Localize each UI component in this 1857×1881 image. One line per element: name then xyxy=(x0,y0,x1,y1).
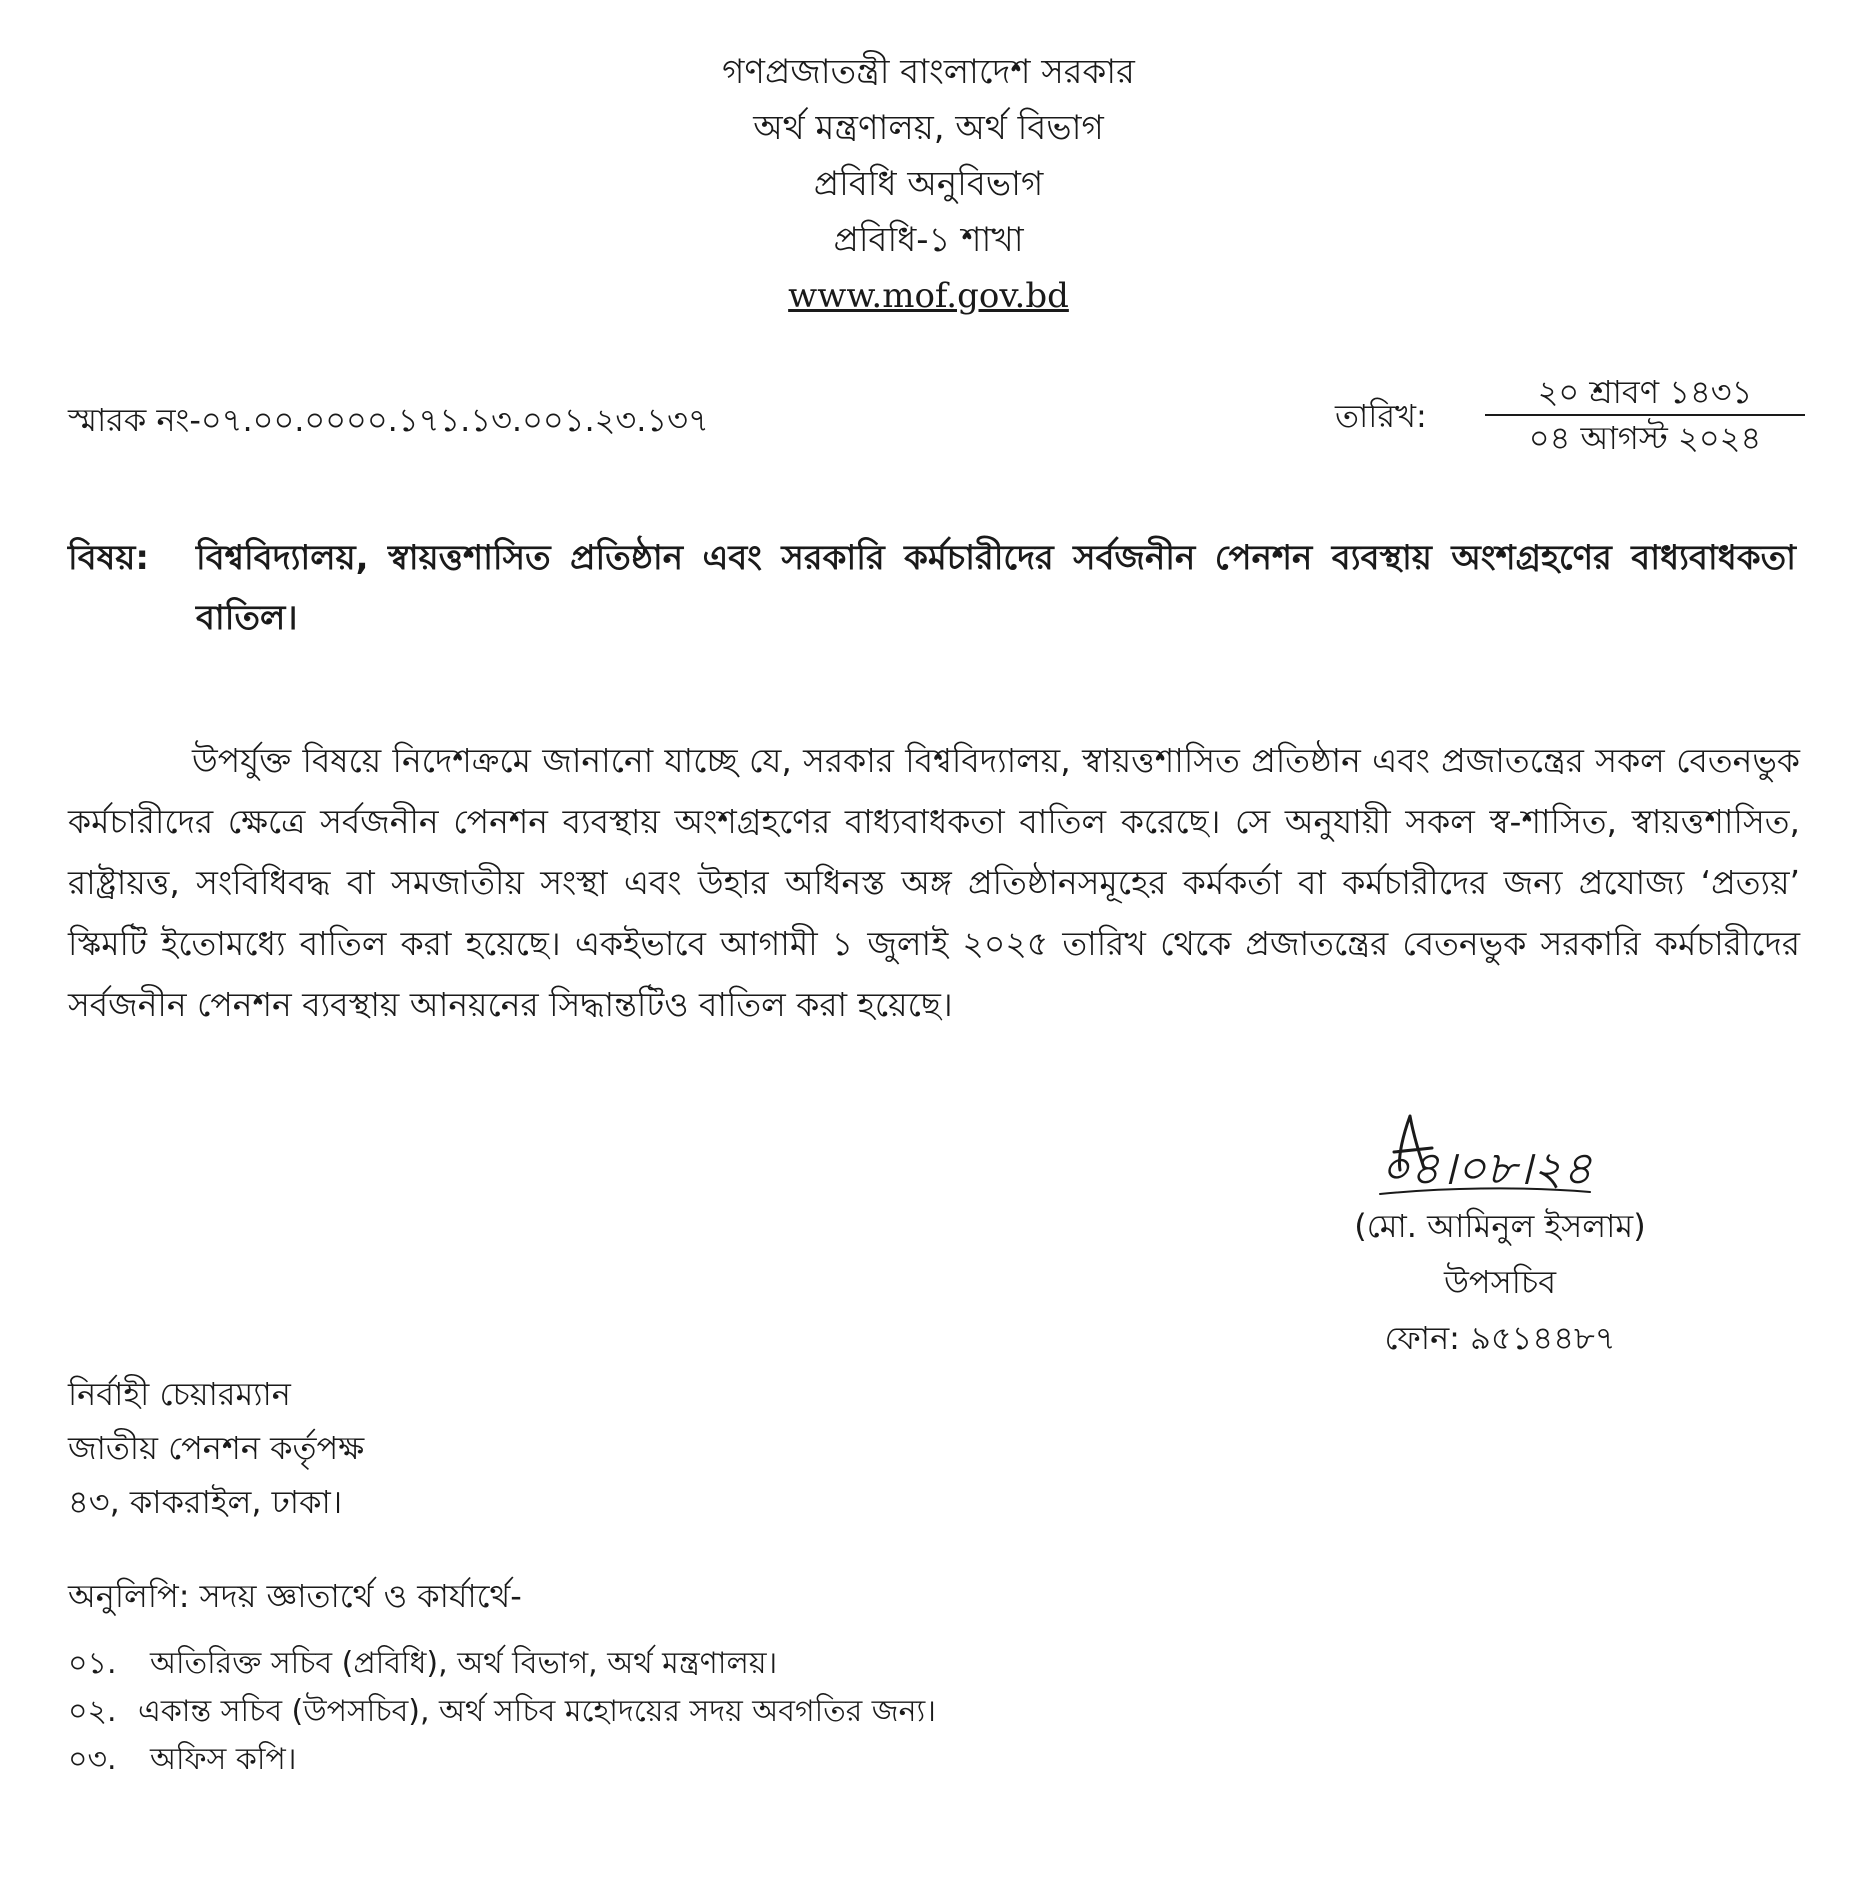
addressee-title: নির্বাহী চেয়ারম্যান xyxy=(68,1375,291,1413)
copy-item-text: অতিরিক্ত সচিব (প্রবিধি), অর্থ বিভাগ, অর্থ মন্ত্রণালয়। xyxy=(150,1646,778,1681)
ministry-name: অর্থ মন্ত্রণালয়, অর্থ বিভাগ xyxy=(753,108,1104,148)
branch-name: প্রবিধি-১ শাখা xyxy=(833,220,1024,260)
copy-item-number: ০১. xyxy=(68,1646,117,1681)
copy-item-text: অফিস কপি। xyxy=(150,1742,297,1777)
signatory-designation: উপসচিব xyxy=(1443,1263,1557,1301)
govt-name: গণপ্রজাতন্ত্রী বাংলাদেশ সরকার xyxy=(722,52,1135,92)
date-label: তারিখ: xyxy=(1335,397,1427,435)
memo-number: স্মারক নং-০৭.০০.০০০০.১৭১.১৩.০০১.২৩.১৩৭ xyxy=(68,401,709,439)
copy-item xyxy=(68,1644,777,1684)
date-english: ০৪ আগস্ট ২০২৪ xyxy=(1528,419,1762,457)
wing-name: প্রবিধি অনুবিভাগ xyxy=(813,164,1044,204)
date-block xyxy=(1485,372,1805,458)
copy-to-title: অনুলিপি: সদয় জ্ঞাতার্থে ও কার্যার্থে- xyxy=(68,1577,522,1615)
signatory-phone: ফোন: ৯৫১৪৪৮৭ xyxy=(1384,1319,1616,1357)
copy-item xyxy=(68,1692,936,1732)
subject-label: বিষয়: xyxy=(68,538,150,578)
signature-mark xyxy=(1350,1108,1620,1208)
body-paragraph: উপর্যুক্ত বিষয়ে নিদেশক্রমে জানানো যাচ্ছে যে, সরকার বিশ্ববিদ্যালয়, স্বায়ত্তশাসিত প্রতিষ্ঠান এবং প্রজাতন্ত্রের সকল বেতনভুক কর্মচারীদের ক্ষেত্রে সর্বজনীন পেনশন ব্যবস্থায় অংশগ্রহণের বাধ্যবাধকতা বাতিল করেছে। সে অনুযায়ী সকল স্ব-শাসিত, স্বায়ত্তশাসিত, রাষ্ট্রায়ত্ত, সংবিধিবদ্ধ বা সমজাতীয় সংস্থা এবং উহার অধিনস্ত অঙ্গ প্রতিষ্ঠানসমূহের কর্মকর্তা বা কর্মচারীদের জন্য প্রযোজ্য ‘প্রত্যয়’ স্কিমটি ইতোমধ্যে বাতিল করা হয়েছে। একইভাবে আগামী ১ জুলাই ২০২৫ তারিখ থেকে প্রজাতন্ত্রের বেতনভুক সরকারি কর্মচারীদের সর্বজনীন পেনশন ব্যবস্থায় আনয়নের সিদ্ধান্তটিও বাতিল করা হয়েছে। xyxy=(68,741,1800,1024)
signatory-name: (মো. আমিনুল ইসলাম) xyxy=(1354,1207,1646,1245)
signature-date: ০৪।০৮।২৪ xyxy=(1380,1141,1593,1195)
date-bangla: ২০ শ্রাবণ ১৪৩১ xyxy=(1485,372,1805,416)
copy-item-text: একান্ত সচিব (উপসচিব), অর্থ সচিব মহোদয়ের সদয় অবগতির জন্য। xyxy=(138,1694,936,1729)
subject-text: বিশ্ববিদ্যালয়, স্বায়ত্তশাসিত প্রতিষ্ঠান এবং সরকারি কর্মচারীদের সর্বজনীন পেনশন ব্যবস্থায় অংশগ্রহণের বাধ্যবাধকতা বাতিল। xyxy=(196,538,1796,638)
copy-item xyxy=(68,1740,297,1780)
copy-item-number: ০৩. xyxy=(68,1742,117,1777)
copy-item-number: ০২. xyxy=(68,1694,117,1729)
addressee-address: ৪৩, কাকরাইল, ঢাকা। xyxy=(68,1483,343,1521)
website-link[interactable]: www.mof.gov.bd xyxy=(788,276,1069,316)
addressee-org: জাতীয় পেনশন কর্তৃপক্ষ xyxy=(68,1429,365,1467)
